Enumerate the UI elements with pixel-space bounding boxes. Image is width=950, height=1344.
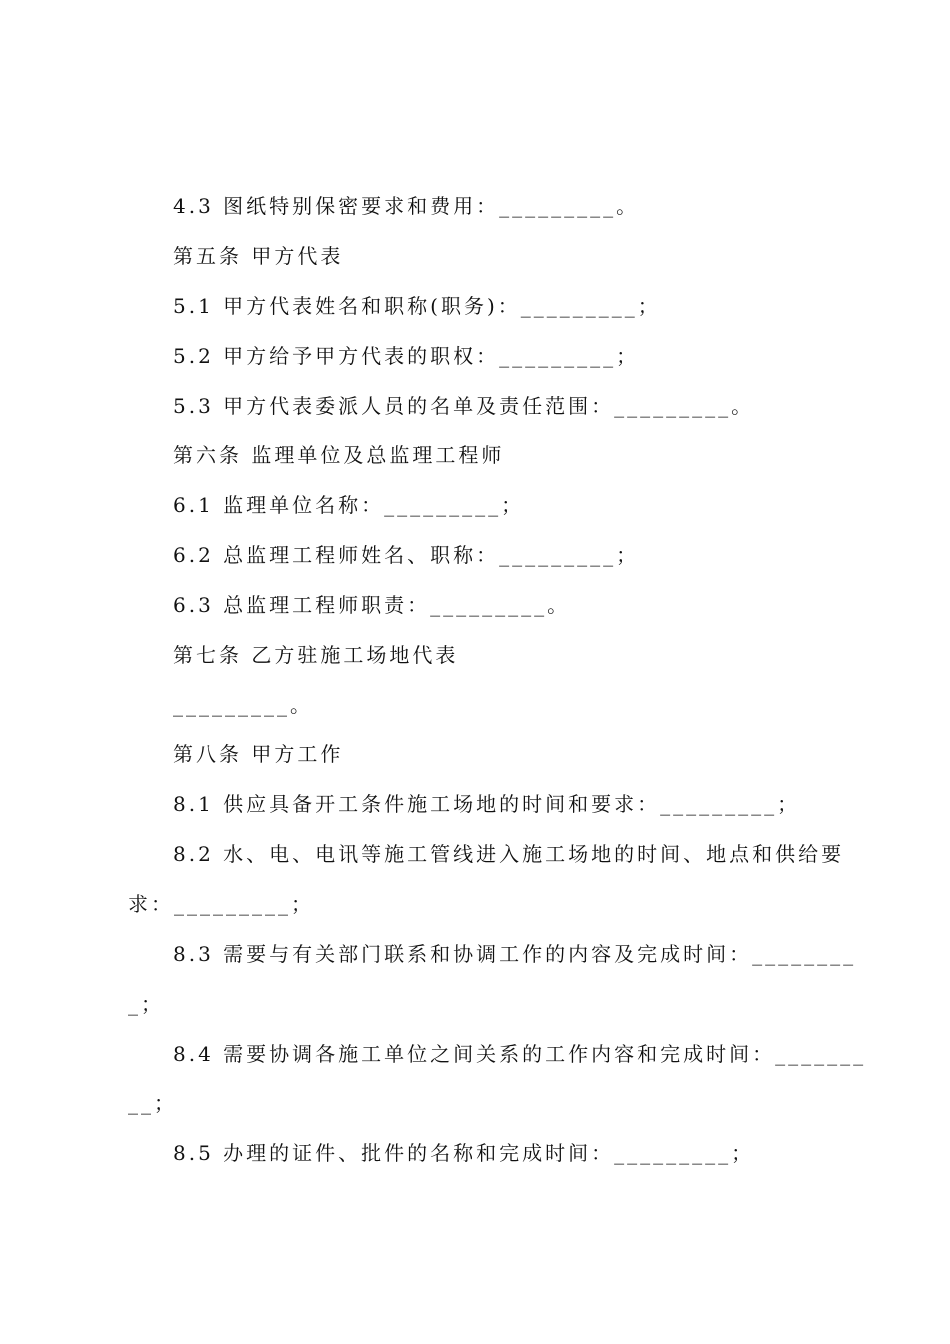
clause-5-1: 5.1 甲方代表姓名和职称(职务)：_________； bbox=[173, 294, 661, 318]
clause-8-1: 8.1 供应具备开工条件施工场地的时间和要求：_________； bbox=[173, 792, 801, 816]
clause-5-3: 5.3 甲方代表委派人员的名单及责任范围：_________。 bbox=[173, 394, 755, 418]
clause-8-5: 8.5 办理的证件、批件的名称和完成时间：_________； bbox=[173, 1141, 755, 1165]
clause-8-3-continued: _； bbox=[128, 992, 164, 1016]
clause-8-2: 8.2 水、电、电讯等施工管线进入施工场地的时间、地点和供给要 bbox=[173, 842, 845, 866]
clause-6-2: 6.2 总监理工程师姓名、职称：_________； bbox=[173, 543, 640, 567]
article-8-heading: 第八条 甲方工作 bbox=[173, 742, 344, 766]
clause-5-2: 5.2 甲方给予甲方代表的职权：_________； bbox=[173, 344, 640, 368]
article-5-heading: 第五条 甲方代表 bbox=[173, 244, 344, 268]
clause-6-3: 6.3 总监理工程师职责：_________。 bbox=[173, 593, 571, 617]
clause-8-3: 8.3 需要与有关部门联系和协调工作的内容及完成时间：________ bbox=[173, 942, 857, 966]
clause-4-3: 4.3 图纸特别保密要求和费用：_________。 bbox=[173, 194, 640, 218]
article-7-blank: _________。 bbox=[173, 693, 313, 717]
clause-8-2-continued: 求：_________； bbox=[128, 892, 314, 916]
article-6-heading: 第六条 监理单位及总监理工程师 bbox=[173, 443, 505, 467]
clause-6-1: 6.1 监理单位名称：_________； bbox=[173, 493, 525, 517]
clause-8-4-continued: __； bbox=[128, 1091, 177, 1115]
clause-8-4: 8.4 需要协调各施工单位之间关系的工作内容和完成时间：_______ bbox=[173, 1042, 867, 1066]
article-7-heading: 第七条 乙方驻施工场地代表 bbox=[173, 643, 459, 667]
